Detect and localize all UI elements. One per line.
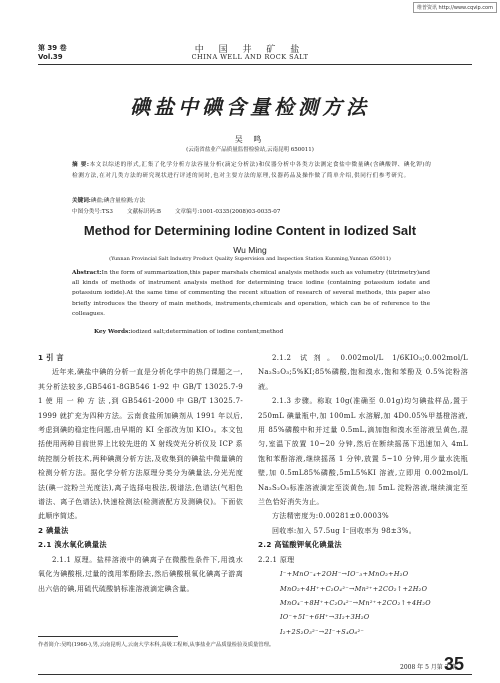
left-column [38, 351, 243, 596]
issue-date: 2008 年 5 月第 3 期 [400, 664, 457, 671]
abstract-en-text: In the form of summarization,this paper marshals chemical analysis methods such as volumetry (titrimetry)and all kinds of methods of instrument analysis method for determining trace iodine (containing potassium iodate and potassium iodide).At the same time of commenting the recent situation of research of several methods, this paper also briefly introduces the theory of main methods, instruments,chemicals and operation, which can be of reference to the colleagues. [72, 270, 430, 317]
paper-title-en: Method for Determining Iodine Content in Iodized Salt [83, 223, 417, 238]
author-footnote: 作者简介:吴鸣(1966-),男,云南昆明人,云南大学本科,高级工程师,从事盐业产品质量检验及质量管理。 [38, 642, 275, 648]
document-code: 文献标识码:B [126, 209, 161, 215]
abstract-en [72, 268, 430, 319]
affiliation-cn: (云南省盐业产品质量监督检验站,云南昆明 650011) [186, 147, 314, 153]
keywords-cn-text: 碘盐;碘含量检测;方法 [90, 198, 145, 204]
clc-number: 中图分类号:TS3 [72, 209, 113, 215]
section-2-heading: 2 碘量法 [38, 525, 69, 535]
footnote-rule [38, 636, 178, 637]
footer-rule [38, 674, 472, 675]
equation: MnO₂+4H⁺+C₂O₄²⁻→Mn²⁺+2CO₂↑+2H₂O [280, 584, 428, 593]
keywords-en-text: iodized salt;determination of iodine content;method [130, 329, 284, 335]
abstract-en-label: Abstract: [72, 270, 102, 276]
paper-title-cn: 碘盐中碘含量检测方法 [130, 95, 370, 119]
section-1-heading: 1 引 言 [38, 353, 64, 362]
article-number: 文章编号:1001-0335(2008)03-0035-07 [174, 209, 281, 215]
section-2-1-2-paragraph: 2.1.2 试剂。0.002mol/L 1/6KIO₃;0.002mol/L Na₂S₂O₃;5%KI;85%磷酸,饱和溴水,饱和苯酚及 0.5%淀粉溶液。 [258, 354, 468, 391]
abstract-cn-text: 本文以综述的形式,汇集了化学分析方法容量分析(滴定分析法)和仪器分析中各类方法测定食盐中微量碘(含碘酸钾、碘化钾)的检测方法,在对几类方法的研究现状进行评述的同时,也对主要方法的原理,仪器药品及操作做了简单介绍,供同行们参考研究。 [72, 162, 432, 179]
section-2-1-heading: 2.1 溴水氧化碘量法 [38, 540, 107, 550]
header-rule [38, 64, 472, 65]
author-cn: 吴 鸣 [234, 135, 266, 144]
volume-en: Vol.39 [38, 53, 63, 61]
keywords-cn [72, 196, 432, 206]
equation: MnO₄⁻+8H⁺+C₂O₄²⁻→Mn²⁺+2CO₂↑+4H₂O [280, 598, 431, 607]
section-2-2-heading: 2.2 高锰酸钾氧化碘量法 [258, 540, 342, 550]
author-en: Wu Ming [233, 245, 267, 255]
keywords-cn-label: 关键词: [72, 198, 91, 204]
recovery-line: 回收率:加入 57.5ug I⁻回收率为 98±3%。 [272, 526, 417, 535]
precision-line: 方法精密度为:0.00281±0.0003% [272, 512, 389, 521]
affiliation-en: (Yunnan Provincial Salt Industry Product Quality Supervision and Inspection Station Kunming,Yunnan 650011) [109, 256, 391, 262]
volume-cn: 第 39 卷 [38, 44, 67, 52]
journal-name-en: CHINA WELL AND ROCK SALT [191, 53, 309, 61]
section-2-2-1-heading: 2.2.1 原理 [258, 555, 295, 564]
abstract-cn-label: 摘 要: [72, 162, 90, 168]
abstract-cn [72, 160, 432, 182]
section-2-1-3-paragraph: 2.1.3 步骤。称取 10g(准确至 0.01g)均匀碘盐样品,置于 250mL 碘量瓶中,加 100mL 水溶解,加 4D0.05%甲基橙溶液,用 85%磷酸中和并过量 0.5mL,滴加饱和溴水至溶液呈黄色,混匀,室温下放置 10~20 分钟,然后在断续摇荡下迅速加入 4mL 饱和苯酚溶液,继续摇荡 1 分钟,放置 5~10 分钟,用少量水洗瓶壁,加 0.5mL85%磷酸,5mL5%KI 溶液,立即用 0.002mol/L Na₂S₂O₃标准溶液滴定至淡黄色,加 5mL 淀粉溶液,继续滴定至兰色恰好消失为止。 [258, 397, 468, 507]
classification-cn [72, 207, 432, 217]
section-1-paragraph: 近年来,碘盐中碘的分析一直是分析化学中的热门课题之一,其分析法较多,GB5461-8GB546 1-92 中 GB/T 13025.7-9 1 使 用 一 种 方 法 ,到 GB5461-2000 中 GB/T 13025.7-1999 就扩充为四种方法。云南食盐所加碘剂从 1991 年以后,考虑到碘的稳定性问题,由早期的 KI 全部改为加 KIO₃。本文包括使用两种目前世界上比较先进的 X 射线荧光分析仪及 ICP 系统控制分析技术,两种碘测分析方法,及收集到的碘盐中微量碘的检测分析方法。据化学分析方法原理分类分为碘量法,分光光度法(碘一淀粉兰光度法),离子选择电极法,极谱法,色谱法(气相色谱法、离子色谱法),快速检测法(检测液配方及测碘仪)。下面依此顺序简述。 [38, 368, 243, 521]
equation: I⁻+MnO⁻₄+2OH⁻→IO⁻₃+MnO₂+H₂O [280, 570, 409, 579]
equation: I₂+2S₂O₃²⁻→2I⁻+S₄O₆²⁻ [280, 627, 365, 636]
watermark: 维普资讯 http://www.cqvip.com [413, 2, 497, 13]
journal-name-cn: 中 国 井 矿 盐 [194, 45, 306, 55]
page-number: 35 [444, 654, 465, 674]
keywords-en-label: Key Words: [94, 329, 131, 335]
section-2-1-1-paragraph: 2.1.1 原理。盐样溶液中的碘离子在微酸性条件下,用溴水氧化为碘酸根,过量的溴用苯酚除去,然后碘酸根氧化碘离子游离出六倍的碘,用硫代硫酸钠标准溶液滴定碘含量。 [38, 555, 243, 593]
keywords-en [94, 329, 424, 335]
equation: IO⁻+5I⁻+6H⁺→3I₂+3H₂O [280, 613, 370, 622]
right-column [258, 351, 468, 639]
